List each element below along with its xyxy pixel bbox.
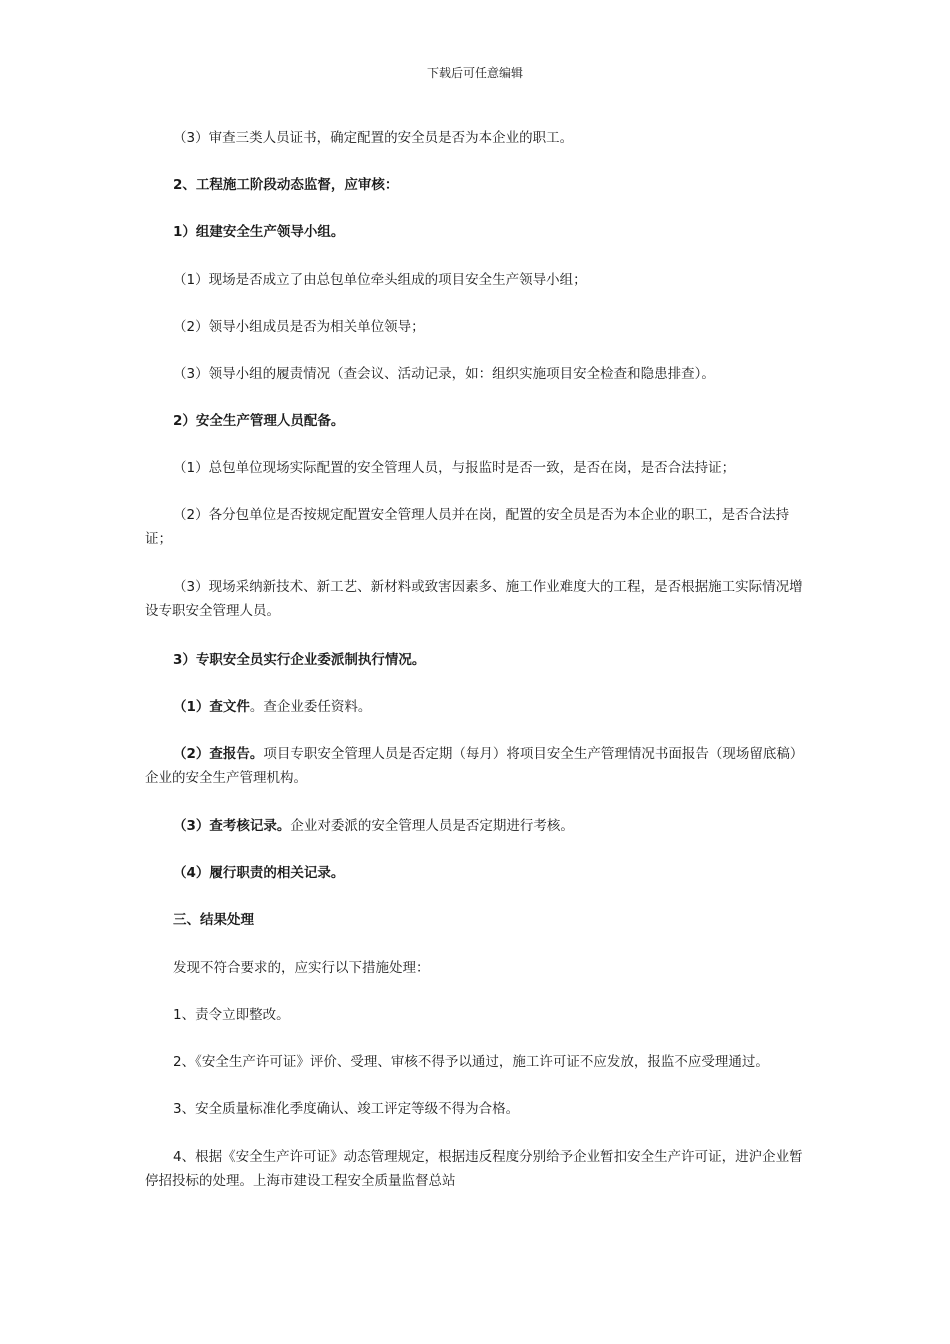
heading-construction-stage: 2、工程施工阶段动态监督，应审核： [173, 177, 399, 193]
heading-leadership-group: 1）组建安全生产领导小组。 [173, 224, 345, 240]
paragraph-subcontractor-staff: （2）各分包单位是否按规定配置安全管理人员并在岗，配置的安全员是否为本企业的职工，是否合法持证； [145, 507, 790, 547]
check-documents-label: （1）查文件 [173, 699, 250, 715]
paragraph-check-assessment [145, 814, 810, 838]
paragraph-additional-staff: （3）现场采纳新技术、新工艺、新材料或致害因素多、施工作业难度大的工程，是否根据施工实际情况增设专职安全管理人员。 [145, 579, 803, 619]
paragraph-general-contractor-staff: （1）总包单位现场实际配置的安全管理人员，与报监时是否一致，是否在岗，是否合法持证； [173, 460, 736, 476]
paragraph-measure-standardization: 3、安全质量标准化季度确认、竣工评定等级不得为合格。 [173, 1101, 520, 1117]
paragraph-leadership-members: （2）领导小组成员是否为相关单位领导； [173, 319, 425, 335]
heading-duty-records: （4）履行职责的相关记录。 [173, 865, 345, 881]
paragraph-measure-dynamic-management: 4、根据《安全生产许可证》动态管理规定，根据违反程度分别给予企业暂扣安全生产许可证，进沪企业暂停招投标的处理。上海市建设工程安全质量监督总站 [145, 1149, 803, 1189]
heading-result-handling: 三、结果处理 [173, 912, 254, 928]
paragraph-measure-rectify: 1、责令立即整改。 [173, 1007, 290, 1023]
check-assessment-text: 企业对委派的安全管理人员是否定期进行考核。 [290, 818, 574, 834]
check-assessment-label: （3）查考核记录。 [173, 818, 291, 834]
page-header: 下载后可任意编辑 [426, 66, 523, 80]
paragraph-check-reports [145, 742, 810, 790]
paragraph-measure-license: 2、《安全生产许可证》评价、受理、审核不得予以通过，施工许可证不应发放，报监不应受理通过。 [173, 1054, 769, 1070]
check-reports-text: 项目专职安全管理人员是否定期（每月）将项目安全生产管理情况书面报告（现场留底稿）企业的安全生产管理机构。 [145, 746, 804, 786]
paragraph-leadership-duties: （3）领导小组的履责情况（查会议、活动记录，如：组织实施项目安全检查和隐患排查）。 [173, 366, 715, 382]
paragraph-check-documents [145, 695, 810, 719]
paragraph-leadership-established: （1）现场是否成立了由总包单位牵头组成的项目安全生产领导小组； [173, 272, 587, 288]
heading-safety-staffing: 2）安全生产管理人员配备。 [173, 413, 345, 429]
check-reports-label: （2）查报告。 [173, 746, 264, 762]
heading-delegation-system: 3）专职安全员实行企业委派制执行情况。 [173, 652, 426, 668]
check-documents-text: 。查企业委任资料。 [249, 699, 372, 715]
paragraph-measures-intro: 发现不符合要求的，应实行以下措施处理： [173, 960, 430, 976]
paragraph-review-certificates: （3）审查三类人员证书，确定配置的安全员是否为本企业的职工。 [173, 130, 574, 146]
